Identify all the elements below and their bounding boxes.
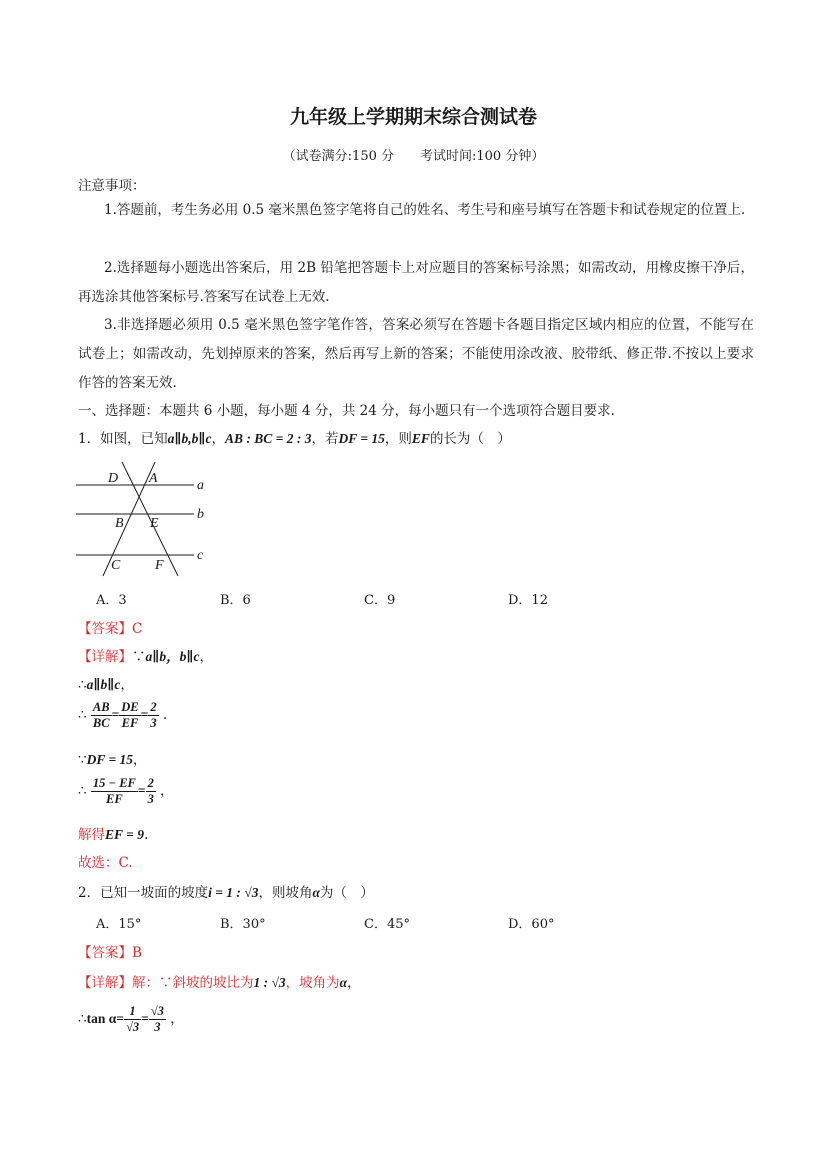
fraction-2-3 — [146, 776, 156, 807]
page-title: 九年级上学期期末综合测试卷 — [289, 106, 537, 128]
q1-explain-line1 — [78, 645, 213, 665]
q2-e1-alpha: α — [339, 975, 348, 990]
notice-item-1: 1.答题前，考生务必用 0.5 毫米黑色签字笔将自己的姓名、考生号和座号填写在答题卡和试卷规定的位置上. — [104, 202, 746, 218]
therefore-symbol: ∴ — [78, 707, 87, 723]
fraction-2-3 — [148, 700, 158, 731]
q2-e1-text2: ，坡角为 — [285, 975, 340, 991]
q1-cond1: a∥b,b∥c — [167, 431, 212, 446]
therefore-symbol: ∴ — [78, 783, 87, 799]
numerator: DE — [121, 700, 139, 714]
q2-prefix: 2．已知一坡面的坡度 — [78, 885, 209, 901]
punct: ， — [199, 649, 214, 665]
q1-sep1: ， — [211, 431, 226, 447]
q2-answer — [78, 941, 142, 961]
numerator: √3 — [150, 1004, 164, 1018]
q1-sep3: ，则 — [384, 431, 412, 447]
equals: = — [140, 707, 149, 722]
solve-label: 解得 — [78, 827, 105, 843]
label-a: a — [197, 478, 204, 493]
q2-explain-line2 — [78, 1004, 184, 1035]
q1-sep2: ，若 — [311, 431, 339, 447]
denominator: BC — [92, 716, 110, 730]
q2-cond: i = 1 : √3 — [208, 885, 259, 900]
q1-figure — [70, 458, 220, 582]
fraction-15-ef — [91, 776, 138, 807]
equals: = — [116, 1011, 124, 1026]
because-symbol: ∵ — [78, 752, 87, 768]
q1-suffix: 的长为（ ） — [429, 431, 511, 447]
denominator: 3 — [150, 716, 157, 730]
q2-option-a: A．15° — [96, 917, 142, 932]
equals: = — [141, 1011, 149, 1026]
explain-tag: 【详解】 — [78, 649, 132, 665]
punct: . — [162, 707, 168, 723]
numerator: 2 — [147, 776, 154, 790]
label-E: E — [150, 516, 159, 531]
q1-s2-math: a∥b∥c — [86, 677, 121, 692]
numerator: AB — [92, 700, 110, 714]
q1-cond2: AB : BC = 2 : 3 — [225, 431, 312, 446]
q2-suffix: 为（ ） — [319, 885, 374, 901]
answer-tag: 【答案】 — [78, 945, 132, 961]
label-C: C — [111, 558, 121, 573]
answer-tag: 【答案】 — [78, 621, 132, 637]
notice-item-3: 3.非选择题必须用 0.5 毫米黑色签字笔作答，答案必须写在答题卡各题目指定区域内相应的位置，不能写在试卷上；如需改动，先划掉原来的答案，然后再写上新的答案；不能使用涂改液、胶带纸、修正带.不按以上要求作答的答案无效. — [78, 317, 754, 391]
q1-option-a: A．3 — [96, 593, 127, 608]
punct: ， — [133, 752, 147, 768]
q2-option-d: D．60° — [508, 917, 555, 932]
fraction-ab-bc — [91, 700, 112, 731]
fraction-sqrt3-3 — [149, 1004, 166, 1035]
q2-option-c: C．45° — [364, 917, 410, 932]
equals: = — [137, 783, 146, 798]
numerator: 2 — [150, 700, 157, 714]
answer-value: B — [132, 945, 142, 961]
label-A: A — [149, 471, 158, 486]
equals: = — [111, 707, 120, 722]
numerator: 15 − EF — [92, 776, 136, 790]
q2-alpha: α — [312, 885, 320, 900]
denominator: 3 — [147, 792, 154, 806]
q1-explain-line2 — [78, 673, 134, 693]
q1-explain-line6 — [78, 823, 148, 843]
fraction-de-ef — [119, 700, 140, 731]
denominator: 3 — [154, 1020, 161, 1034]
notice-heading: 注意事项： — [78, 178, 146, 194]
punct: ， — [170, 1011, 184, 1027]
q1-s6-math: EF = 9 — [105, 827, 144, 842]
q1-s1-math: a∥b，b∥c — [145, 649, 200, 664]
question-1 — [78, 427, 511, 447]
label-F: F — [155, 558, 164, 573]
q1-conclusion: 故选：C. — [78, 855, 133, 871]
q2-e2-math: tan α — [86, 1011, 117, 1026]
q1-answer — [78, 617, 142, 637]
punct: ， — [160, 783, 174, 799]
q1-explain-line3 — [78, 700, 167, 731]
section-heading: 一、选择题：本题共 6 小题，每小题 4 分，共 24 分，每小题只有一个选项符合题目要求. — [78, 403, 615, 419]
label-B: B — [115, 516, 124, 531]
q2-explain-line1 — [78, 971, 361, 991]
q1-option-d: D．12 — [508, 593, 548, 608]
fraction-1-sqrt3 — [124, 1004, 141, 1035]
therefore-symbol: ∴ — [78, 677, 87, 693]
q1-prefix: 1．如图，已知 — [78, 431, 168, 447]
q2-mid: ，则坡角 — [258, 885, 313, 901]
q1-cond4: EF — [411, 431, 430, 446]
denominator: √3 — [125, 1020, 140, 1034]
label-b: b — [197, 507, 204, 522]
denominator: EF — [121, 716, 139, 730]
label-c: c — [197, 548, 204, 563]
punct: ， — [347, 975, 361, 991]
page-subtitle: （试卷满分:150 分 考试时间:100 分钟） — [282, 149, 545, 164]
q2-option-b: B．30° — [220, 917, 266, 932]
explain-tag: 【详解】 — [78, 975, 132, 991]
punct: ， — [120, 677, 134, 693]
q1-option-c: C．9 — [364, 593, 396, 608]
q1-explain-line5 — [78, 776, 174, 807]
q1-option-b: B．6 — [220, 593, 251, 608]
punct: . — [143, 827, 149, 843]
because-symbol: ∵ — [132, 649, 146, 665]
q2-e1-math: 1 : √3 — [253, 975, 286, 990]
q1-s4-math: DF = 15 — [86, 752, 134, 767]
question-2 — [78, 881, 374, 901]
q1-cond3: DF = 15 — [338, 431, 385, 446]
denominator: EF — [106, 792, 123, 806]
therefore-symbol: ∴ — [78, 1011, 87, 1027]
notice-item-2: 2.选择题每小题选出答案后，用 2B 铅笔把答题卡上对应题目的答案标号涂黑；如需改动，用橡皮擦干净后，再选涂其他答案标号.答案写在试卷上无效. — [78, 260, 754, 305]
q1-explain-line4 — [78, 748, 147, 768]
q2-e1-text: 解：∵斜坡的坡比为 — [132, 975, 254, 991]
numerator: 1 — [124, 1004, 141, 1020]
answer-value: C — [132, 621, 143, 637]
label-D: D — [108, 471, 119, 486]
